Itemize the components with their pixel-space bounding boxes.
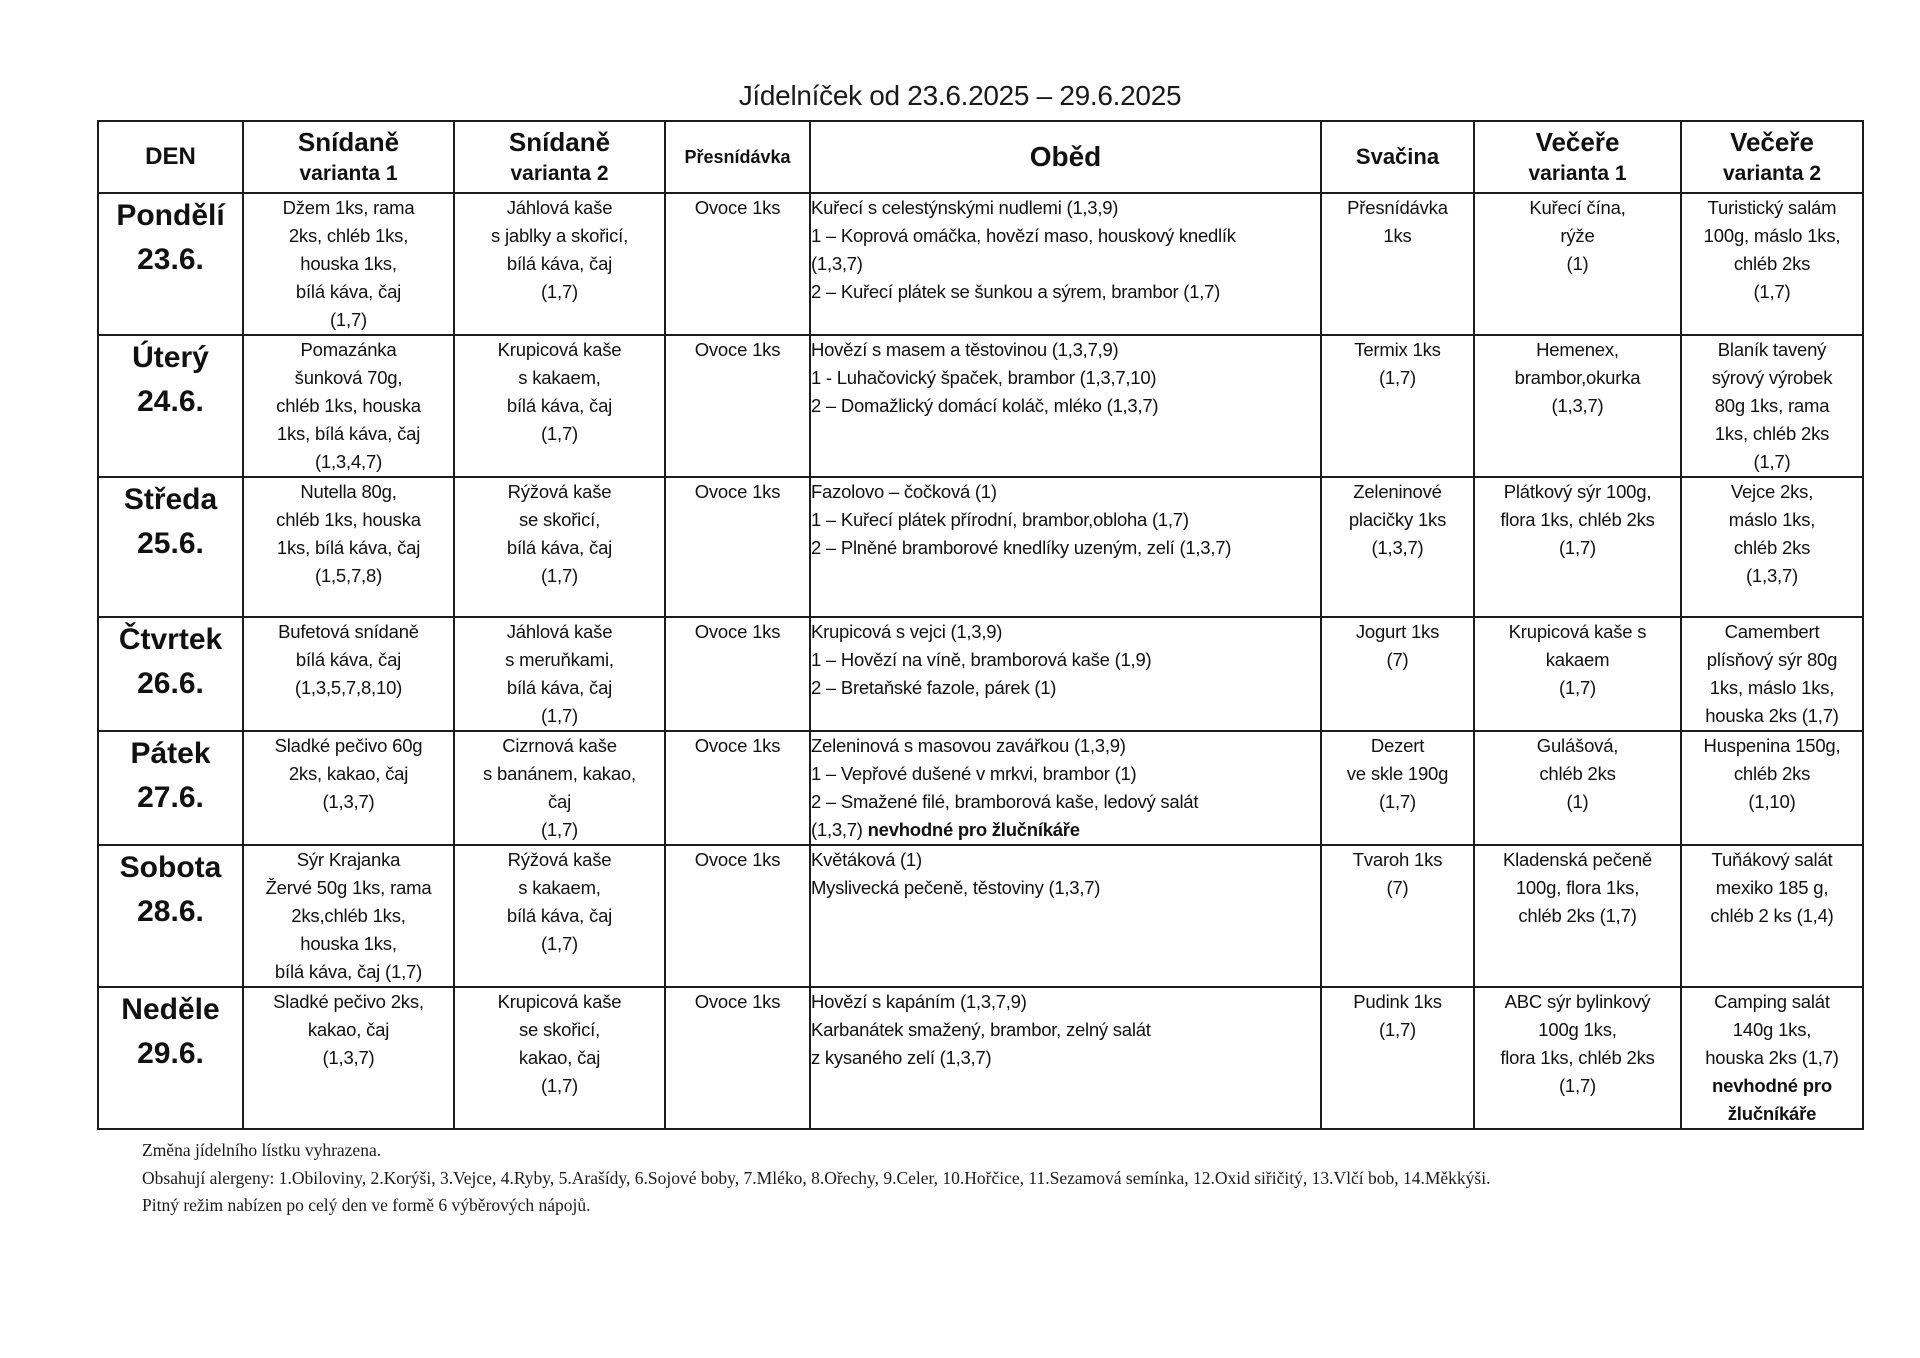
dinner-1-cell bbox=[1474, 987, 1681, 1129]
cell-line: chléb 2ks (1,7) bbox=[1518, 905, 1637, 926]
cell-line: (1,7) bbox=[540, 281, 579, 302]
breakfast-2-cell bbox=[454, 845, 665, 987]
cell-line: se skořicí, bbox=[518, 509, 601, 530]
cell-line: Camping salát bbox=[1714, 991, 1830, 1012]
cell-line: Myslivecká pečeně, těstoviny (1,3,7) bbox=[811, 877, 1101, 898]
day-row bbox=[98, 845, 1863, 987]
header-day bbox=[98, 121, 243, 193]
cell-line: flora 1ks, chléb 2ks bbox=[1500, 509, 1655, 530]
breakfast-1-cell bbox=[243, 335, 454, 477]
cell-line: Jáhlová kaše bbox=[506, 197, 613, 218]
snack-cell bbox=[1321, 193, 1474, 335]
cell-line: 100g 1ks, bbox=[1538, 1019, 1617, 1040]
cell-line: 2ks, chléb 1ks, bbox=[288, 225, 409, 246]
day-row bbox=[98, 987, 1863, 1129]
cell-line: rýže bbox=[1560, 225, 1595, 246]
day-date: 28.6. bbox=[137, 895, 204, 928]
day-date: 24.6. bbox=[137, 385, 204, 418]
day-cell bbox=[98, 731, 243, 845]
breakfast-2-cell bbox=[454, 987, 665, 1129]
cell-line: Dezert bbox=[1370, 735, 1425, 756]
dinner-1-cell bbox=[1474, 335, 1681, 477]
cell-line: (1,7) bbox=[1378, 367, 1417, 388]
header-snack bbox=[1321, 121, 1474, 193]
lunch-cell bbox=[810, 335, 1321, 477]
cell-line: (1,3,7) bbox=[322, 1047, 375, 1068]
header-morning-snack-label: Přesnídávka bbox=[684, 146, 791, 167]
day-name: Čtvrtek bbox=[118, 623, 223, 656]
snack-cell bbox=[1321, 477, 1474, 617]
day-name: Pátek bbox=[130, 737, 211, 770]
breakfast-1-cell bbox=[243, 731, 454, 845]
lunch-cell bbox=[810, 617, 1321, 731]
day-row bbox=[98, 617, 1863, 731]
snack-cell bbox=[1321, 731, 1474, 845]
day-cell bbox=[98, 845, 243, 987]
dinner-1-cell bbox=[1474, 617, 1681, 731]
breakfast-1-cell bbox=[243, 845, 454, 987]
cell-line: bílá káva, čaj bbox=[506, 537, 613, 558]
cell-line: (1,7) bbox=[540, 1075, 579, 1096]
day-cell bbox=[98, 617, 243, 731]
cell-line: bílá káva, čaj bbox=[506, 253, 613, 274]
cell-line: houska 2ks (1,7) bbox=[1705, 1047, 1839, 1068]
cell-line: (1) bbox=[1566, 791, 1589, 812]
cell-line: Džem 1ks, rama bbox=[282, 197, 415, 218]
cell-line: bílá káva, čaj bbox=[295, 649, 402, 670]
day-cell bbox=[98, 987, 243, 1129]
cell-line: plísňový sýr 80g bbox=[1706, 649, 1838, 670]
cell-line: (7) bbox=[1386, 649, 1409, 670]
cell-line: Kuřecí s celestýnskými nudlemi (1,3,9) bbox=[811, 197, 1119, 218]
warning-note: žlučníkáře bbox=[1727, 1103, 1817, 1124]
day-cell bbox=[98, 335, 243, 477]
cell-line: 140g 1ks, bbox=[1732, 1019, 1812, 1040]
cell-line: bílá káva, čaj bbox=[506, 905, 613, 926]
header-dinner-2-variant: varianta 2 bbox=[1722, 162, 1822, 185]
day-name: Pondělí bbox=[116, 199, 225, 232]
cell-line: chléb 2ks bbox=[1539, 763, 1616, 784]
cell-line: čaj bbox=[547, 791, 572, 812]
cell-line: 80g 1ks, rama bbox=[1714, 395, 1830, 416]
cell-line: (1,7) bbox=[540, 819, 579, 840]
cell-line: Bufetová snídaně bbox=[278, 621, 419, 642]
breakfast-2-cell bbox=[454, 335, 665, 477]
header-dinner-1 bbox=[1474, 121, 1681, 193]
morning-snack-cell bbox=[665, 617, 810, 731]
cell-line: z kysaného zelí (1,3,7) bbox=[811, 1047, 992, 1068]
cell-line: 1ks, chléb 2ks bbox=[1714, 423, 1830, 444]
day-date: 26.6. bbox=[137, 667, 204, 700]
cell-line: Krupicová kaše bbox=[497, 991, 622, 1012]
cell-line: Jogurt 1ks bbox=[1355, 621, 1440, 642]
cell-line: (1,7) bbox=[540, 565, 579, 586]
cell-line: 1 – Kuřecí plátek přírodní, brambor,obloha (1,7) bbox=[811, 509, 1189, 530]
header-lunch bbox=[810, 121, 1321, 193]
cell-line: flora 1ks, chléb 2ks bbox=[1500, 1047, 1655, 1068]
cell-line: bílá káva, čaj bbox=[506, 677, 613, 698]
cell-line: 2 – Domažlický domácí koláč, mléko (1,3,7) bbox=[811, 395, 1159, 416]
day-date: 25.6. bbox=[137, 527, 204, 560]
cell-line: 2 – Plněné bramborové knedlíky uzeným, zelí (1,3,7) bbox=[811, 537, 1232, 558]
cell-line: (1,7) bbox=[1753, 451, 1791, 472]
cell-line: Blaník tavený bbox=[1717, 339, 1827, 360]
dinner-2-cell bbox=[1681, 477, 1863, 617]
cell-line: 2 – Smažené filé, bramborová kaše, ledový salát bbox=[811, 791, 1199, 812]
breakfast-2-cell bbox=[454, 477, 665, 617]
header-lunch-label: Oběd bbox=[1029, 141, 1102, 172]
cell-line: kakaem bbox=[1545, 649, 1610, 670]
lunch-cell bbox=[810, 477, 1321, 617]
cell-line: Pudink 1ks bbox=[1353, 991, 1442, 1012]
cell-line: bílá káva, čaj bbox=[295, 281, 402, 302]
dinner-1-cell bbox=[1474, 477, 1681, 617]
header-row bbox=[98, 121, 1863, 193]
morning-snack-cell bbox=[665, 193, 810, 335]
header-dinner-1-label: Večeře bbox=[1535, 127, 1620, 157]
day-name: Úterý bbox=[132, 341, 209, 374]
cell-line: Přesnídávka bbox=[1347, 197, 1448, 218]
cell-line: Nutella 80g, bbox=[300, 481, 397, 502]
cell-line: (1,3,7) bbox=[811, 253, 863, 274]
dinner-2-cell bbox=[1681, 193, 1863, 335]
cell-line: Ovoce 1ks bbox=[694, 481, 781, 502]
cell-line: houska 1ks, bbox=[300, 253, 397, 274]
cell-line: mexiko 185 g, bbox=[1715, 877, 1829, 898]
cell-line: Sladké pečivo 2ks, bbox=[273, 991, 424, 1012]
header-dinner-2 bbox=[1681, 121, 1863, 193]
cell-line: 1ks, bílá káva, čaj bbox=[276, 423, 421, 444]
breakfast-2-cell bbox=[454, 731, 665, 845]
cell-line: Hemenex, bbox=[1536, 339, 1619, 360]
cell-line: Květáková (1) bbox=[811, 849, 922, 870]
cell-line: 100g, flora 1ks, bbox=[1515, 877, 1640, 898]
cell-line: s kakaem, bbox=[518, 877, 601, 898]
day-name: Sobota bbox=[119, 851, 222, 884]
cell-line: šunková 70g, bbox=[294, 367, 403, 388]
cell-line: Gulášová, bbox=[1536, 735, 1619, 756]
cell-line: Hovězí s kapáním (1,3,7,9) bbox=[811, 991, 1027, 1012]
cell-line: Jáhlová kaše bbox=[506, 621, 613, 642]
cell-line: s jablky a skořicí, bbox=[490, 225, 629, 246]
cell-line: Žervé 50g 1ks, rama bbox=[265, 877, 432, 898]
cell-line: Sladké pečivo 60g bbox=[274, 735, 423, 756]
cell-line: 1 – Koprová omáčka, hovězí maso, houskový knedlík bbox=[811, 225, 1236, 246]
day-cell bbox=[98, 477, 243, 617]
breakfast-1-cell bbox=[243, 193, 454, 335]
cell-line: (1,7) bbox=[540, 423, 579, 444]
warning-note: nevhodné pro bbox=[1712, 1075, 1832, 1096]
cell-line: Cizrnová kaše bbox=[502, 735, 617, 756]
cell-line: Pomazánka bbox=[300, 339, 397, 360]
cell-line: (1,7) bbox=[1378, 791, 1417, 812]
cell-line: ve skle 190g bbox=[1346, 763, 1449, 784]
cell-line: 1ks, bílá káva, čaj bbox=[276, 537, 421, 558]
cell-line: Ovoce 1ks bbox=[694, 991, 781, 1012]
cell-line: (1,3,7) bbox=[1745, 565, 1799, 586]
cell-line: Zeleninové bbox=[1353, 481, 1442, 502]
day-date: 29.6. bbox=[137, 1037, 204, 1070]
cell-line: 1ks, máslo 1ks, bbox=[1709, 677, 1835, 698]
cell-line: Kuřecí čína, bbox=[1529, 197, 1626, 218]
cell-line: Karbanátek smažený, brambor, zelný salát bbox=[811, 1019, 1151, 1040]
lunch-cell bbox=[810, 193, 1321, 335]
cell-line: (1,5,7,8) bbox=[314, 565, 383, 586]
cell-line: placičky 1ks bbox=[1348, 509, 1447, 530]
dinner-1-cell bbox=[1474, 731, 1681, 845]
cell-line: (1,7) bbox=[1378, 1019, 1417, 1040]
cell-line: (1,7) bbox=[1558, 1075, 1597, 1096]
cell-line: se skořicí, bbox=[518, 1019, 601, 1040]
lunch-cell bbox=[810, 987, 1321, 1129]
lunch-cell bbox=[810, 731, 1321, 845]
dinner-2-cell bbox=[1681, 335, 1863, 477]
cell-line: Fazolovo – čočková (1) bbox=[811, 481, 997, 502]
note-change-reserved: Změna jídelního lístku vyhrazena. bbox=[142, 1140, 382, 1160]
note-drinks: Pitný režim nabízen po celý den ve formě 6 výběrových nápojů. bbox=[142, 1195, 591, 1215]
dinner-2-cell bbox=[1681, 987, 1863, 1129]
cell-line: Ovoce 1ks bbox=[694, 339, 781, 360]
morning-snack-cell bbox=[665, 477, 810, 617]
header-breakfast-1-variant: varianta 1 bbox=[299, 162, 398, 185]
cell-line: (1) bbox=[1566, 253, 1589, 274]
breakfast-1-cell bbox=[243, 987, 454, 1129]
header-dinner-2-label: Večeře bbox=[1730, 127, 1814, 157]
cell-line: (1,7) bbox=[1558, 537, 1597, 558]
cell-line: ABC sýr bylinkový bbox=[1504, 991, 1651, 1012]
breakfast-1-cell bbox=[243, 617, 454, 731]
dinner-2-cell bbox=[1681, 731, 1863, 845]
cell-line: Camembert bbox=[1724, 621, 1820, 642]
cell-line: (1,7) bbox=[1753, 281, 1791, 302]
cell-line: (1,3,7) bbox=[1551, 395, 1604, 416]
cell-line: chléb 2 ks (1,4) bbox=[1710, 905, 1834, 926]
cell-line: chléb 1ks, houska bbox=[276, 509, 421, 530]
cell-line: (1,3,7) bbox=[322, 791, 375, 812]
menu-body bbox=[98, 193, 1863, 1129]
cell-line: houska 1ks, bbox=[300, 933, 397, 954]
header-morning-snack bbox=[665, 121, 810, 193]
cell-line: sýrový výrobek bbox=[1711, 367, 1833, 388]
page-title: Jídelníček od 23.6.2025 – 29.6.2025 bbox=[738, 80, 1182, 111]
cell-line: (1,10) bbox=[1748, 791, 1796, 812]
snack-cell bbox=[1321, 845, 1474, 987]
cell-line: s banánem, kakao, bbox=[483, 763, 636, 784]
cell-line: (1,7) bbox=[329, 309, 368, 330]
cell-line: Tuňákový salát bbox=[1711, 849, 1833, 870]
breakfast-2-cell bbox=[454, 617, 665, 731]
cell-line: bílá káva, čaj bbox=[506, 395, 613, 416]
cell-line: Termix 1ks bbox=[1354, 339, 1441, 360]
cell-line: 1 – Hovězí na víně, bramborová kaše (1,9) bbox=[811, 649, 1152, 670]
lunch-cell bbox=[810, 845, 1321, 987]
dinner-2-cell bbox=[1681, 617, 1863, 731]
snack-cell bbox=[1321, 335, 1474, 477]
cell-line: Huspenina 150g, bbox=[1703, 735, 1841, 756]
header-breakfast-2 bbox=[454, 121, 665, 193]
morning-snack-cell bbox=[665, 845, 810, 987]
cell-line: (1,7) bbox=[540, 705, 579, 726]
cell-line: s kakaem, bbox=[518, 367, 601, 388]
cell-line: (1,7) bbox=[1558, 677, 1597, 698]
cell-line: (1,3,5,7,8,10) bbox=[294, 677, 403, 698]
cell-line: Hovězí s masem a těstovinou (1,3,7,9) bbox=[811, 339, 1119, 360]
day-row bbox=[98, 193, 1863, 335]
cell-line: Tvaroh 1ks bbox=[1352, 849, 1443, 870]
cell-line: (1,7) bbox=[540, 933, 579, 954]
header-day-label: DEN bbox=[145, 143, 196, 170]
snack-cell bbox=[1321, 987, 1474, 1129]
menu-table bbox=[97, 120, 1864, 1130]
cell-line: chléb 1ks, houska bbox=[276, 395, 421, 416]
cell-line: Vejce 2ks, bbox=[1730, 481, 1814, 502]
snack-cell bbox=[1321, 617, 1474, 731]
header-breakfast-1 bbox=[243, 121, 454, 193]
cell-line: Ovoce 1ks bbox=[694, 735, 781, 756]
header-breakfast-2-label: Snídaně bbox=[508, 127, 611, 157]
header-snack-label: Svačina bbox=[1355, 144, 1440, 169]
cell-line: (1,3,4,7) bbox=[314, 451, 383, 472]
cell-line: 2ks, kakao, čaj bbox=[288, 763, 409, 784]
warning-note: nevhodné pro žlučníkáře bbox=[867, 819, 1080, 840]
morning-snack-cell bbox=[665, 335, 810, 477]
header-breakfast-2-variant: varianta 2 bbox=[510, 162, 609, 185]
header-breakfast-1-label: Snídaně bbox=[297, 127, 400, 157]
cell-line: 2 – Kuřecí plátek se šunkou a sýrem, brambor (1,7) bbox=[811, 281, 1221, 302]
cell-line-text: (1,3,7) bbox=[811, 819, 863, 840]
cell-line: 1 - Luhačovický špaček, brambor (1,3,7,10) bbox=[811, 367, 1157, 388]
cell-line: 2 – Bretaňské fazole, párek (1) bbox=[811, 677, 1057, 698]
dinner-1-cell bbox=[1474, 193, 1681, 335]
cell-line: Rýžová kaše bbox=[507, 849, 612, 870]
day-row bbox=[98, 477, 1863, 617]
cell-line: máslo 1ks, bbox=[1728, 509, 1816, 530]
day-cell bbox=[98, 193, 243, 335]
dinner-1-cell bbox=[1474, 845, 1681, 987]
cell-line: Plátkový sýr 100g, bbox=[1503, 481, 1652, 502]
cell-line: Turistický salám bbox=[1707, 197, 1837, 218]
cell-line: Ovoce 1ks bbox=[694, 621, 781, 642]
cell-line: 1 – Vepřové dušené v mrkvi, brambor (1) bbox=[811, 763, 1137, 784]
cell-line: brambor,okurka bbox=[1514, 367, 1641, 388]
breakfast-1-cell bbox=[243, 477, 454, 617]
cell-line: Zeleninová s masovou zavářkou (1,3,9) bbox=[811, 735, 1126, 756]
day-name: Středa bbox=[123, 483, 218, 516]
cell-line: 1ks bbox=[1383, 225, 1412, 246]
cell-line: (1,3,7) bbox=[1371, 537, 1424, 558]
cell-line: Krupicová kaše bbox=[497, 339, 622, 360]
cell-line: (7) bbox=[1386, 877, 1409, 898]
cell-line: 100g, máslo 1ks, bbox=[1703, 225, 1841, 246]
cell-line: Sýr Krajanka bbox=[296, 849, 401, 870]
dinner-2-cell bbox=[1681, 845, 1863, 987]
header-dinner-1-variant: varianta 1 bbox=[1528, 162, 1627, 185]
day-date: 27.6. bbox=[137, 781, 204, 814]
note-allergens: Obsahují alergeny: 1.Obiloviny, 2.Korýši, 3.Vejce, 4.Ryby, 5.Arašídy, 6.Sojové boby, 7.Mléko, 8.Ořechy, 9.Celer, 10.Hořčice, 11.Sezamová semínka, 12.Oxid siřičitý, 13.Vlčí bob, 14.Měkkýši. bbox=[142, 1167, 1491, 1188]
cell-line bbox=[811, 816, 1320, 844]
cell-line: Ovoce 1ks bbox=[694, 197, 781, 218]
cell-line: 2ks,chléb 1ks, bbox=[291, 905, 406, 926]
cell-line: Rýžová kaše bbox=[507, 481, 612, 502]
cell-line: kakao, čaj bbox=[307, 1019, 390, 1040]
cell-line: chléb 2ks bbox=[1733, 253, 1811, 274]
day-row bbox=[98, 335, 1863, 477]
cell-line: kakao, čaj bbox=[518, 1047, 601, 1068]
cell-line: s meruňkami, bbox=[505, 649, 614, 670]
cell-line: Krupicová kaše s bbox=[1508, 621, 1647, 642]
cell-line: chléb 2ks bbox=[1733, 763, 1811, 784]
cell-line: bílá káva, čaj (1,7) bbox=[274, 961, 423, 982]
day-row bbox=[98, 731, 1863, 845]
cell-line: houska 2ks (1,7) bbox=[1705, 705, 1839, 726]
morning-snack-cell bbox=[665, 731, 810, 845]
day-date: 23.6. bbox=[137, 243, 204, 276]
morning-snack-cell bbox=[665, 987, 810, 1129]
cell-line: Kladenská pečeně bbox=[1502, 849, 1653, 870]
cell-line: chléb 2ks bbox=[1733, 537, 1811, 558]
cell-line: Ovoce 1ks bbox=[694, 849, 781, 870]
footer-notes bbox=[142, 1137, 1490, 1220]
breakfast-2-cell bbox=[454, 193, 665, 335]
day-name: Neděle bbox=[121, 993, 220, 1026]
cell-line: Krupicová s vejci (1,3,9) bbox=[811, 621, 1003, 642]
